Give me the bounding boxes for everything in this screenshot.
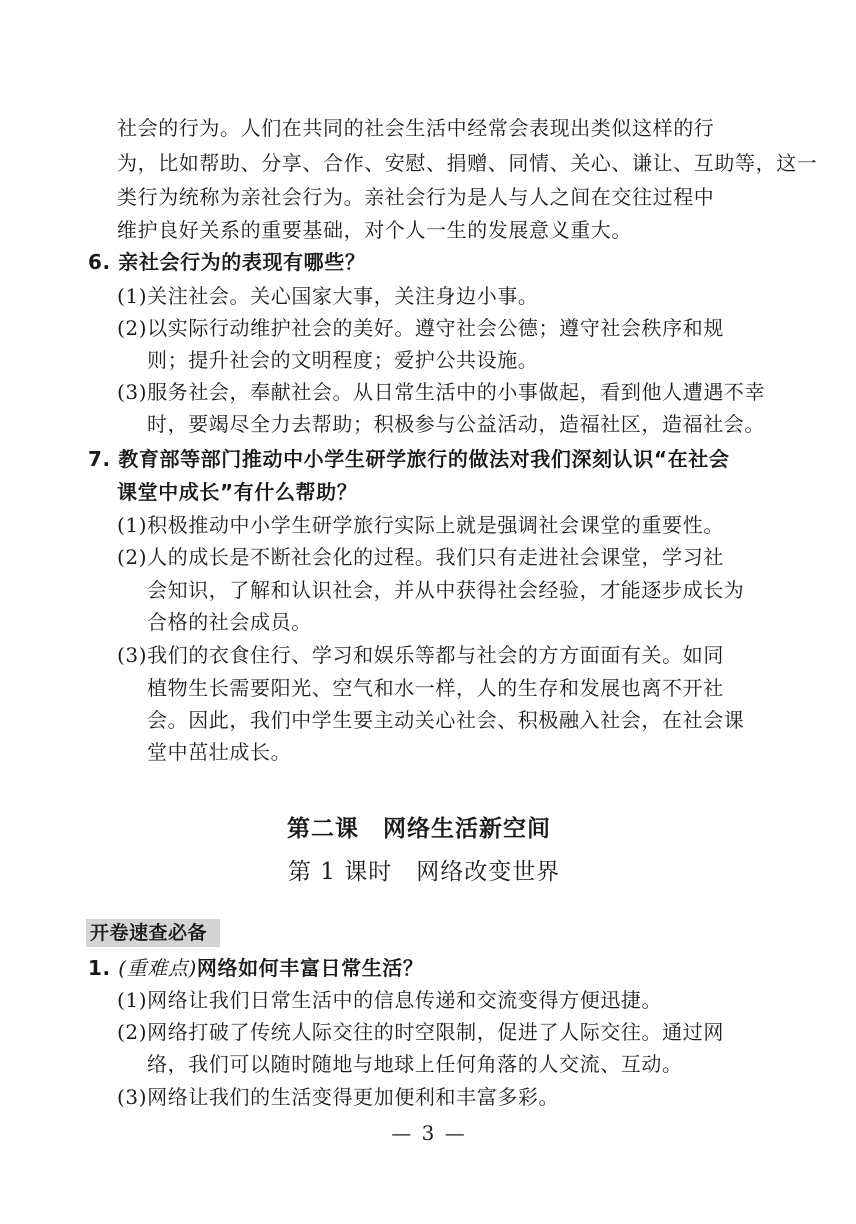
question-6: 6. 亲社会行为的表现有哪些？ — [88, 250, 366, 274]
intro-line: 为，比如帮助、分享、合作、安慰、捐赠、同情、关心、谦让、互助等，这一 — [117, 151, 818, 175]
answer-line: 会。因此，我们中学生要主动关心社会、积极融入社会，在社会课 — [147, 708, 745, 732]
intro-line: 维护良好关系的重要基础，对个人一生的发展意义重大。 — [117, 218, 632, 242]
answer-line: 时，要竭尽全力去帮助；积极参与公益活动，造福社区，造福社会。 — [147, 412, 765, 436]
question-7: 7. 教育部等部门推动中小学生研学旅行的做法对我们深刻认识“在社会 — [88, 447, 730, 471]
answer-line: (3)网络让我们的生活变得更加便利和丰富多彩。 — [117, 1085, 560, 1109]
answer-line: (2)以实际行动维护社会的美好。遵守社会公德；遵守社会秩序和规 — [117, 316, 724, 340]
question-number: 1. — [88, 956, 111, 980]
answer-line: (3)服务社会，奉献社会。从日常生活中的小事做起，看到他人遭遇不幸 — [117, 380, 766, 404]
answer-line: 则；提升社会的文明程度；爱护公共设施。 — [147, 348, 539, 372]
page-number: — 3 — — [391, 1121, 467, 1145]
intro-line: 类行为统称为亲社会行为。亲社会行为是人与人之间在交往过程中 — [117, 185, 715, 209]
answer-line: 络，我们可以随时随地与地球上任何角落的人交流、互动。 — [147, 1052, 683, 1076]
lesson-title: 第二课 网络生活新空间 — [287, 816, 551, 842]
section-tag-label: 开卷速查必备 — [90, 922, 208, 944]
answer-line: (1)网络让我们日常生活中的信息传递和交流变得方便迅捷。 — [117, 988, 663, 1012]
answer-line: (2)网络打破了传统人际交往的时空限制，促进了人际交往。通过网 — [117, 1020, 724, 1044]
answer-line: 植物生长需要阳光、空气和水一样，人的生存和发展也离不开社 — [147, 676, 724, 700]
question-7: 课堂中成长”有什么帮助？ — [117, 480, 358, 504]
difficulty-marker: (重难点) — [118, 956, 197, 980]
answer-line: (1)关注社会。关心国家大事，关注身边小事。 — [117, 284, 539, 308]
answer-line: (3)我们的衣食住行、学习和娱乐等都与社会的方方面面有关。如同 — [117, 643, 724, 667]
answer-line: (2)人的成长是不断社会化的过程。我们只有走进社会课堂，学习社 — [117, 545, 724, 569]
answer-line: 合格的社会成员。 — [147, 610, 312, 634]
question-1 — [88, 955, 424, 981]
intro-line: 社会的行为。人们在共同的社会生活中经常会表现出类似这样的行 — [117, 116, 715, 140]
lesson-subtitle: 第 1 课时 网络改变世界 — [288, 859, 561, 885]
section-tag — [86, 919, 220, 947]
answer-line: 堂中茁壮成长。 — [147, 740, 292, 764]
answer-line: (1)积极推动中小学生研学旅行实际上就是强调社会课堂的重要性。 — [117, 513, 724, 537]
question-text: 网络如何丰富日常生活？ — [196, 956, 424, 980]
answer-line: 会知识，了解和认识社会，并从中获得社会经验，才能逐步成长为 — [147, 578, 745, 602]
